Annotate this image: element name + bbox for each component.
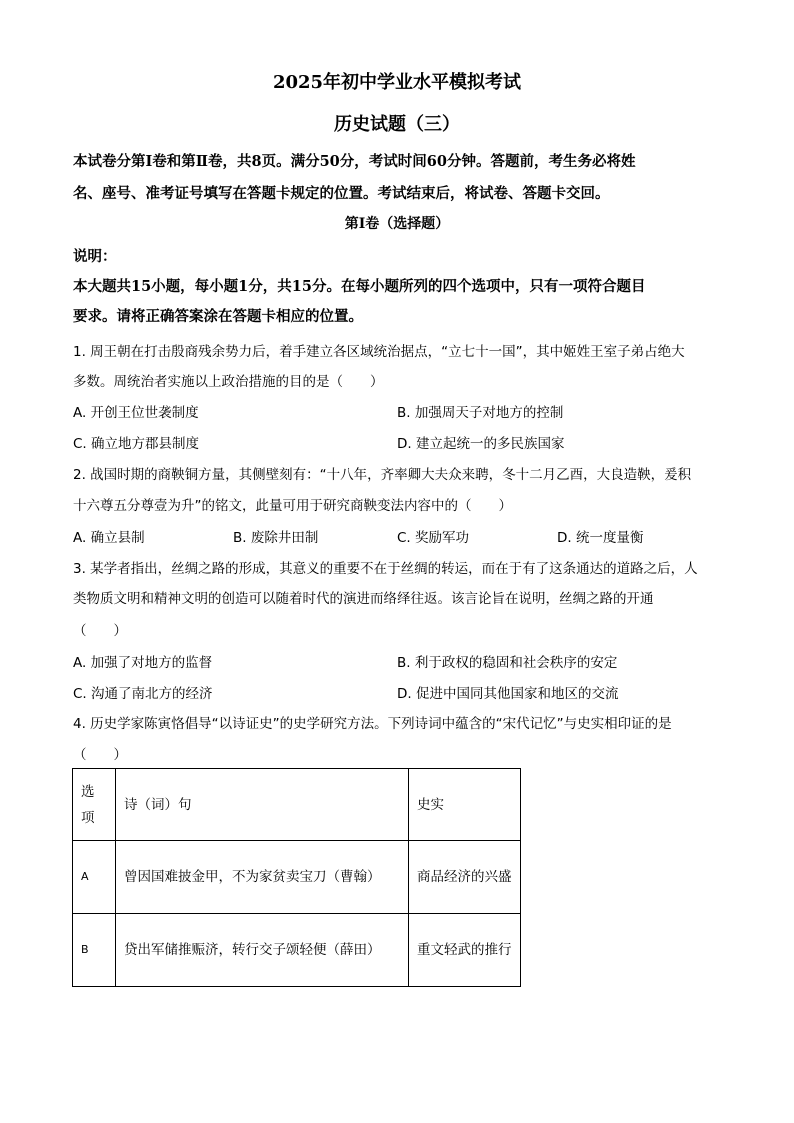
question-2-option-a[interactable]: A. 确立县制 [73,530,145,546]
question-3-line-1: 3. 某学者指出，丝绸之路的形成，其意义的重要不在于丝绸的转运，而在于有了这条通达的道路之后，人 [73,561,698,577]
table-cell-option: A [73,841,116,914]
question-4-line-1: 4. 历史学家陈寅恪倡导“以诗证史”的史学研究方法。下列诗词中蕴含的“宋代记忆”与史实相印证的是 [73,716,672,732]
table-cell-option: B [73,914,116,987]
table-header-fact: 史实 [409,769,521,841]
question-1-option-a[interactable]: A. 开创王位世袭制度 [73,405,199,421]
intro-line-2: 名、座号、准考证号填写在答题卡规定的位置。考试结束后，将试卷、答题卡交回。 [73,185,610,202]
question-3-option-b[interactable]: B. 利于政权的稳固和社会秩序的安定 [397,655,618,671]
intro-line-1: 本试卷分第Ⅰ卷和第Ⅱ卷，共8页。满分50分，考试时间60分钟。答题前，考生务必将姓 [73,153,636,170]
table-cell-verse: 曾因国难披金甲，不为家贫卖宝刀（曹翰） [116,841,409,914]
exam-subtitle: 历史试题（三） [334,114,460,135]
question-1-option-b[interactable]: B. 加强周天子对地方的控制 [397,405,564,421]
section-heading: 第Ⅰ卷（选择题） [344,216,450,232]
question-2-line-2: 十六尊五分尊壹为升”的铭文，此量可用于研究商鞅变法内容中的（ ） [73,498,512,514]
note-label: 说明： [73,248,117,265]
question-4-table [72,768,521,987]
table-cell-verse: 贷出军储推赈济，转行交子颂轻便（薛田） [116,914,409,987]
table-row [73,914,521,987]
table-cell-fact: 重文轻武的推行 [409,914,521,987]
question-1-line-1: 1. 周王朝在打击殷商残余势力后，着手建立各区域统治据点，“立七十一国”，其中姬姓王室子弟占绝大 [73,344,685,360]
question-3-option-d[interactable]: D. 促进中国同其他国家和地区的交流 [397,686,619,702]
question-1-option-c[interactable]: C. 确立地方郡县制度 [73,436,200,452]
question-2-line-1: 2. 战国时期的商鞅铜方量，其侧壁刻有：“十八年，齐率卿大夫众来聘，冬十二月乙酉，大良造鞅，爰积 [73,467,692,483]
note-line-1: 本大题共15小题，每小题1分，共15分。在每小题所列的四个选项中，只有一项符合题目 [73,278,646,295]
exam-title: 2025年初中学业水平模拟考试 [272,72,522,93]
question-2-option-d[interactable]: D. 统一度量衡 [557,530,644,546]
question-3-option-a[interactable]: A. 加强了对地方的监督 [73,655,213,671]
question-3-option-c[interactable]: C. 沟通了南北方的经济 [73,686,213,702]
question-4-line-2: （ ） [73,747,127,763]
table-header-option: 选项 [73,769,116,841]
question-1-line-2: 多数。周统治者实施以上政治措施的目的是（ ） [73,374,384,390]
question-2-option-b[interactable]: B. 废除井田制 [233,530,319,546]
question-2-option-c[interactable]: C. 奖励军功 [397,530,470,546]
question-3-line-3: （ ） [73,623,127,639]
note-line-2: 要求。请将正确答案涂在答题卡相应的位置。 [73,308,363,325]
question-1-option-d[interactable]: D. 建立起统一的多民族国家 [397,436,565,452]
table-header-row [73,769,521,841]
table-row [73,841,521,914]
question-3-line-2: 类物质文明和精神文明的创造可以随着时代的演进而络绎往返。该言论旨在说明，丝绸之路的开通 [73,591,654,607]
table-cell-fact: 商品经济的兴盛 [409,841,521,914]
table-header-verse: 诗（词）句 [116,769,409,841]
